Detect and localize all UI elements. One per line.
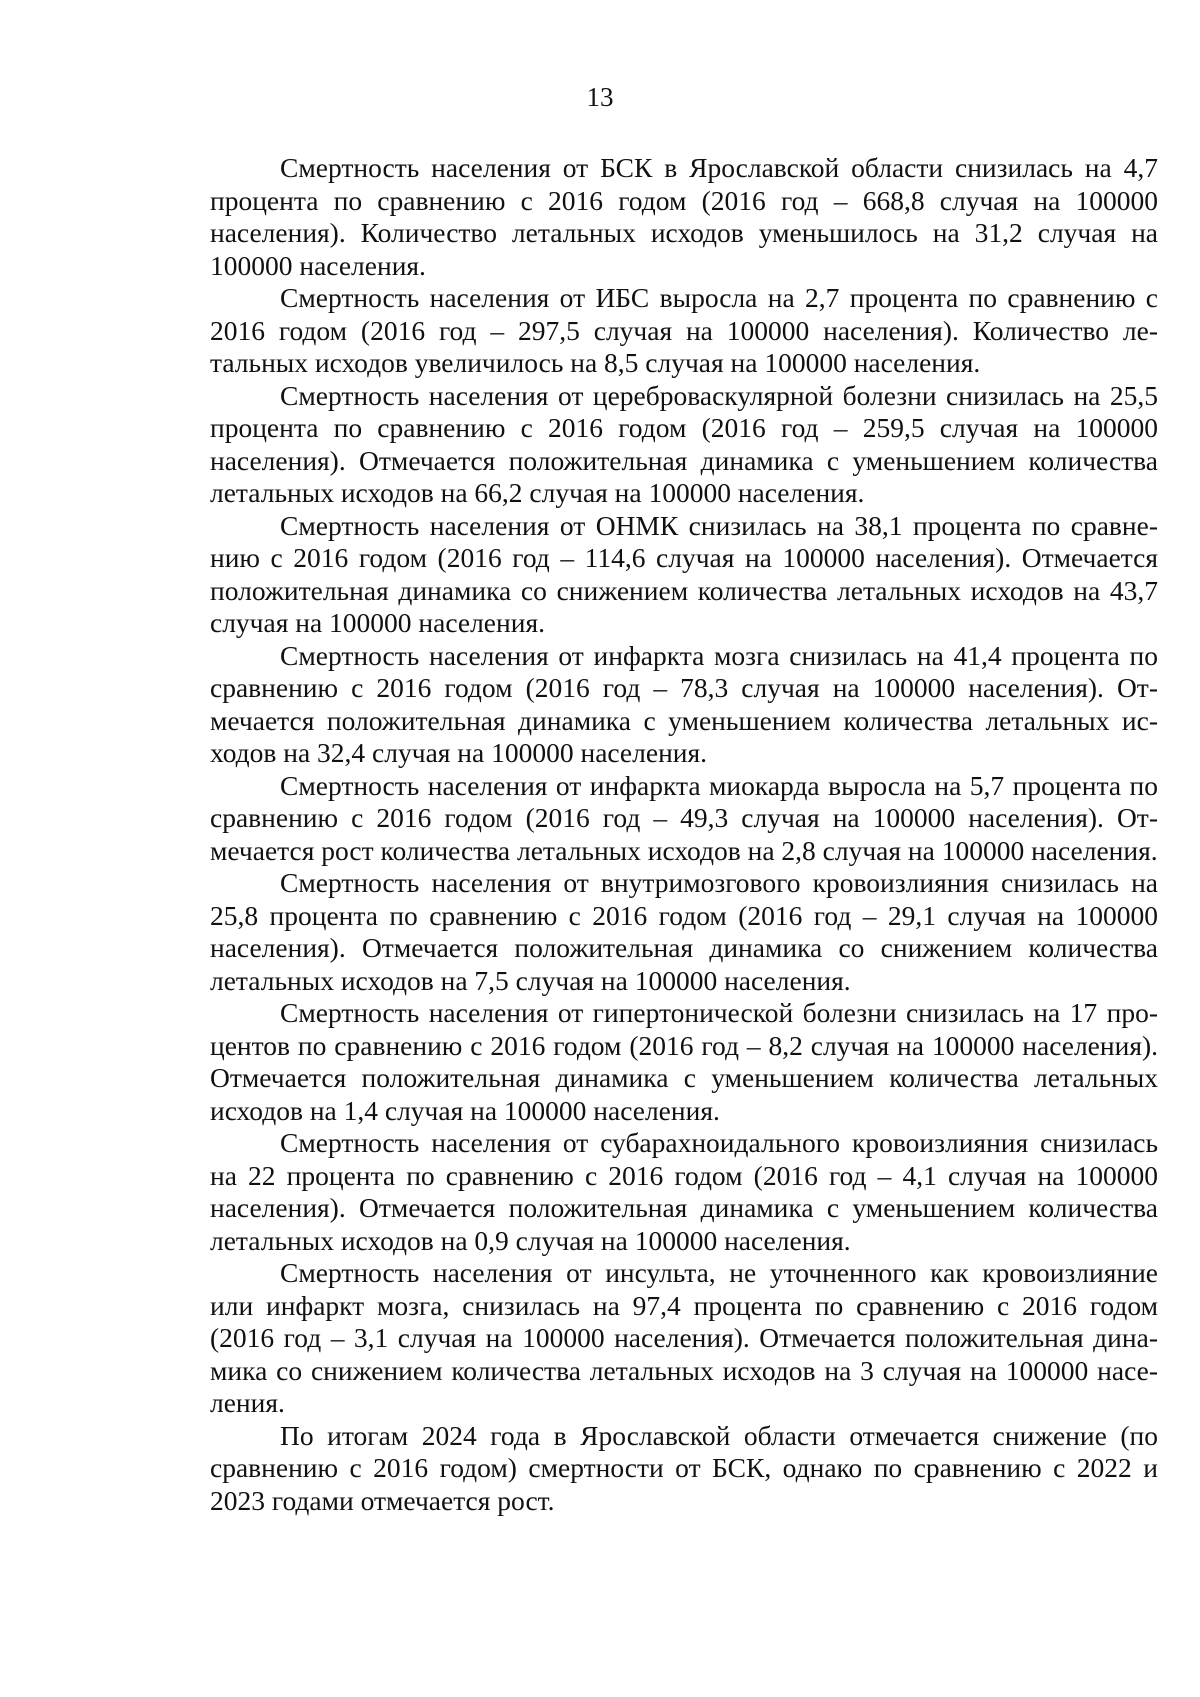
paragraph-hypertension-mortality: Смертность населения от гипертонической болезни снизилась на 17 процентов по сравнению с 2016 годом (2016 год – 8,2 случая на 100000 населения). Отмечается положительная динамика с уменьшением количества летальных исходов на 1,4 случая на 100000 населения.	[210, 997, 1158, 1126]
paragraph-myocardial-infarction-mortality: Смертность населения от инфаркта миокарда выросла на 5,7 процента по сравнению с 2016 годом (2016 год – 49,3 случая на 100000 населения). Отмечается рост количества летальных исходов на 2,8 случая на 100000 населения.	[210, 769, 1158, 866]
paragraph-summary-2024: По итогам 2024 года в Ярославской области отмечается снижение (по сравнению с 2016 годом) смертности от БСК, однако по сравнению с 2022 и 2023 годами отмечается рост.	[210, 1419, 1158, 1516]
document-body	[210, 152, 1158, 1517]
paragraph-brain-infarction-mortality: Смертность населения от инфаркта мозга снизилась на 41,4 процента по сравнению с 2016 годом (2016 год – 78,3 случая на 100000 населения). Отмечается положительная динамика с уменьшением количества летальных исходов на 32,4 случая на 100000 населения.	[210, 639, 1158, 768]
paragraph-subarachnoid-hemorrhage-mortality: Смертность населения от субарахноидального кровоизлияния снизилась на 22 процента по сравнению с 2016 годом (2016 год – 4,1 случая на 100000 населения). Отмечается положительная динамика с уменьшением количества летальных исходов на 0,9 случая на 100000 населения.	[210, 1127, 1158, 1256]
paragraph-onmk-mortality: Смертность населения от ОНМК снизилась на 38,1 процента по сравнению с 2016 годом (2016 год – 114,6 случая на 100000 населения). Отмечается положительная динамика со снижением количества летальных исходов на 43,7 случая на 100000 населения.	[210, 509, 1158, 638]
page-number: 13	[586, 82, 614, 112]
paragraph-bsk-mortality: Смертность населения от БСК в Ярославской области снизилась на 4,7 процента по сравнению с 2016 годом (2016 год – 668,8 случая на 100000 населения). Количество летальных исходов уменьшилось на 31,2 случая на 100000 населения.	[210, 152, 1158, 281]
paragraph-cerebrovascular-mortality: Смертность населения от цереброваскулярной болезни снизилась на 25,5 процента по сравнению с 2016 годом (2016 год – 259,5 случая на 100000 населения). Отмечается положительная динамика с уменьшением количества летальных исходов на 66,2 случая на 100000 населения.	[210, 379, 1158, 508]
paragraph-ibs-mortality: Смертность населения от ИБС выросла на 2,7 процента по сравнению с 2016 годом (2016 год – 297,5 случая на 100000 населения). Количество летальных исходов увеличилось на 8,5 случая на 100000 населения.	[210, 282, 1158, 378]
paragraph-unspecified-stroke-mortality: Смертность населения от инсульта, не уточненного как кровоизлияние или инфаркт мозга, снизилась на 97,4 процента по сравнению с 2016 годом (2016 год – 3,1 случая на 100000 населения). Отмечается положительная динамика со снижением количества летальных исходов на 3 случая на 100000 населения.	[210, 1257, 1158, 1418]
paragraph-intracerebral-hemorrhage-mortality: Смертность населения от внутримозгового кровоизлияния снизилась на 25,8 процента по сравнению с 2016 годом (2016 год – 29,1 случая на 100000 населения). Отмечается положительная динамика со снижением количества летальных исходов на 7,5 случая на 100000 населения.	[210, 867, 1158, 996]
